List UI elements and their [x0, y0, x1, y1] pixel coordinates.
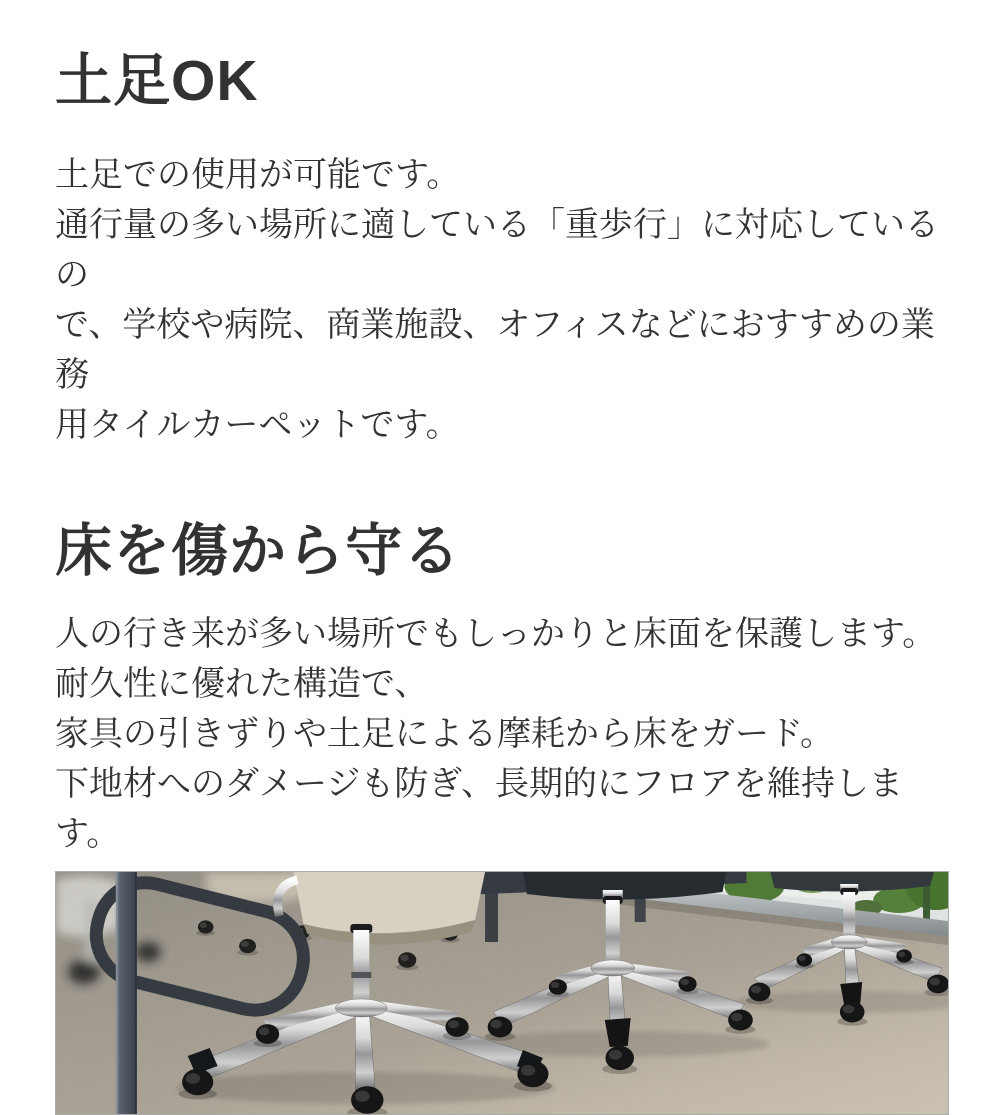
body-line: 土足での使用が可能です。: [55, 156, 461, 194]
partition-pole: [116, 872, 137, 1114]
body-line: 通行量の多い場所に適している「重歩行」に対応しているの: [55, 206, 939, 294]
section-heading-floor-protection: 床を傷から守る: [55, 519, 461, 583]
office-chairs-illustration: [56, 872, 948, 1114]
body-line: 用タイルカーペットです。: [55, 406, 460, 444]
body-line: 人の行き来が多い場所でもしっかりと床面を保護します。: [55, 615, 937, 653]
section-floor-protection: [55, 518, 945, 859]
body-line: で、学校や病院、商業施設、オフィスなどにおすすめの業務: [55, 306, 935, 394]
office-chairs-photo: [55, 871, 949, 1115]
body-line: 耐久性に優れた構造で、: [55, 665, 429, 703]
section-body-dosoku-ok: [55, 150, 945, 450]
section-heading-dosoku-ok: 土足OK: [55, 49, 259, 113]
section-dosoku-ok: [55, 48, 945, 450]
body-line: 下地材へのダメージも防ぎ、長期的にフロアを維持します。: [55, 765, 903, 853]
section-body-floor-protection: [55, 609, 945, 859]
body-line: 家具の引きずりや土足による摩耗から床をガード。: [55, 715, 834, 753]
